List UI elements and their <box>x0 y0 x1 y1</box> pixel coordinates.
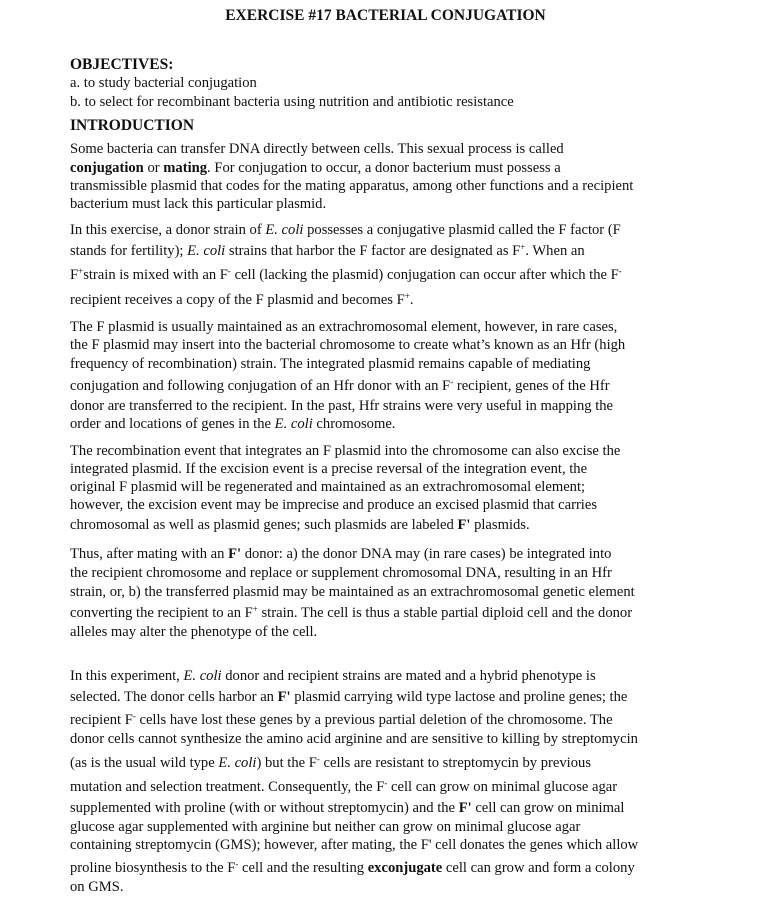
paragraph-line: conjugation and following conjugation of an Hfr donor with an F- recipient, genes of the Hfr <box>70 377 610 394</box>
paragraph-line: chromosomal as well as plasmid genes; such plasmids are labeled F' plasmids. <box>70 517 530 533</box>
paragraph-line: In this experiment, E. coli donor and recipient strains are mated and a hybrid phenotype is <box>70 668 596 684</box>
paragraph-line: strain, or, b) the transferred plasmid may be maintained as an extrachromosomal genetic element <box>70 584 635 600</box>
paragraph-line: The F plasmid is usually maintained as an extrachromosomal element, however, in rare cases, <box>70 319 618 335</box>
page-title: EXERCISE #17 BACTERIAL CONJUGATION <box>225 7 546 24</box>
objective-item: a. to study bacterial conjugation <box>70 75 257 91</box>
paragraph-line: glucose agar supplemented with arginine but neither can grow on minimal glucose agar <box>70 819 581 835</box>
paragraph-line: recipient receives a copy of the F plasmid and becomes F+. <box>70 291 414 308</box>
objective-item: b. to select for recombinant bacteria using nutrition and antibiotic resistance <box>70 94 514 110</box>
paragraph-line: conjugation or mating. For conjugation to occur, a donor bacterium must possess a <box>70 160 561 176</box>
paragraph-line: the F plasmid may insert into the bacterial chromosome to create what’s known as an Hfr (high <box>70 337 626 353</box>
paragraph-line: proline biosynthesis to the F- cell and the resulting exconjugate cell can grow and form a colony <box>70 859 635 876</box>
paragraph-line: recipient F- cells have lost these genes by a previous partial deletion of the chromosome. The <box>70 711 613 728</box>
introduction-heading: INTRODUCTION <box>70 117 195 134</box>
paragraph-line: stands for fertility); E. coli strains that harbor the F factor are designated as F+. When an <box>70 242 585 259</box>
paragraph-line: integrated plasmid. If the excision event is a precise reversal of the integration event, the <box>70 461 588 477</box>
paragraph-line: donor are transferred to the recipient. In the past, Hfr strains were very useful in mapping the <box>70 398 614 414</box>
paragraph-line: frequency of recombination) strain. The integrated plasmid remains capable of mediating <box>70 356 591 372</box>
paragraph-line: selected. The donor cells harbor an F' plasmid carrying wild type lactose and proline genes; the <box>70 689 628 705</box>
paragraph-line: Some bacteria can transfer DNA directly between cells. This sexual process is called <box>70 141 564 157</box>
paragraph-line: order and locations of genes in the E. coli chromosome. <box>70 416 396 432</box>
paragraph-line: converting the recipient to an F+ strain. The cell is thus a stable partial diploid cell and the donor <box>70 604 633 621</box>
paragraph-line: Thus, after mating with an F' donor: a) the donor DNA may (in rare cases) be integrated into <box>70 546 612 562</box>
paragraph-line: bacterium must lack this particular plasmid. <box>70 196 327 212</box>
paragraph-line: the recipient chromosome and replace or supplement chromosomal DNA, resulting in an Hfr <box>70 565 612 581</box>
paragraph-line: transmissible plasmid that codes for the mating apparatus, among other functions and a recipient <box>70 178 634 194</box>
paragraph-line: containing streptomycin (GMS); however, after mating, the F' cell donates the genes which allow <box>70 837 639 853</box>
paragraph-line: F+strain is mixed with an F- cell (lacking the plasmid) conjugation can occur after which the F- <box>70 266 622 283</box>
paragraph-line: The recombination event that integrates an F plasmid into the chromosome can also excise the <box>70 443 621 459</box>
paragraph-line: on GMS. <box>70 879 124 895</box>
paragraph-line: original F plasmid will be regenerated and maintained as an extrachromosomal element; <box>70 479 586 495</box>
paragraph-line: supplemented with proline (with or without streptomycin) and the F' cell can grow on minimal <box>70 800 625 816</box>
paragraph-line: (as is the usual wild type E. coli) but the F- cells are resistant to streptomycin by previous <box>70 754 592 771</box>
paragraph-line: mutation and selection treatment. Consequently, the F- cell can grow on minimal glucose agar <box>70 778 618 795</box>
paragraph-line: alleles may alter the phenotype of the cell. <box>70 624 318 640</box>
objectives-heading: OBJECTIVES: <box>70 56 174 73</box>
paragraph-line: In this exercise, a donor strain of E. coli possesses a conjugative plasmid called the F factor (F <box>70 222 621 238</box>
paragraph-line: however, the excision event may be imprecise and produce an excised plasmid that carries <box>70 497 598 513</box>
paragraph-line: donor cells cannot synthesize the amino acid arginine and are sensitive to killing by streptomycin <box>70 731 638 747</box>
